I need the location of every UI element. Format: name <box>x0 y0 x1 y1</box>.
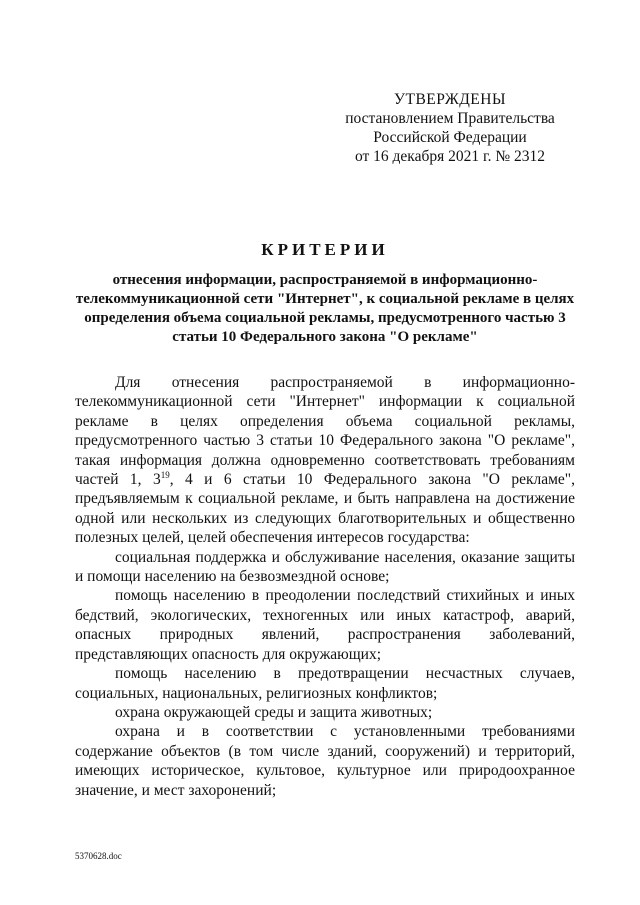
document-body <box>75 373 575 800</box>
intro-text-a: Для отнесения распространяемой в информационно-телекоммуникационной сети "Интернет" информации к социальной рекламе в целях определения объема социальной рекламы, предусмотренного частью 3 статьи 10 Федерального закона "О рекламе", такая информация должна одновременно соответствовать требованиям частей 1, 3 <box>75 374 575 489</box>
list-item: социальная поддержка и обслуживание населения, оказание защиты и помощи населению на безвозмездной основе; <box>75 548 575 586</box>
list-item: помощь населению в предотвращении несчастных случаев, социальных, национальных, религиозных конфликтов; <box>75 665 575 702</box>
intro-text-b: , 4 и 6 статьи 10 Федерального закона "О рекламе", предъявляемым к социальной рекламе, и быть направлена на достижение одной или нескольких из следующих благотворительных и общественно полезных целей, целей обеспечения интересов государства: <box>75 471 575 547</box>
approval-line-2: Российской Федерации <box>373 129 527 146</box>
document-title-block <box>75 240 575 347</box>
approval-line-3: от 16 декабря 2021 г. № 2312 <box>354 148 546 165</box>
intro-paragraph <box>75 373 575 548</box>
document-heading: КРИТЕРИИ <box>261 240 389 259</box>
approval-heading: УТВЕРЖДЕНЫ <box>394 91 506 108</box>
footer-filename: 5370628.doc <box>75 851 122 861</box>
approval-line-1: постановлением Правительства <box>345 110 555 127</box>
intro-superscript: 19 <box>160 469 170 480</box>
list-item: охрана окружающей среды и защита животных; <box>115 703 433 721</box>
approval-block <box>320 90 580 166</box>
document-subtitle: отнесения информации, распространяемой в информационно-телекоммуникационной сети "Интернет", к социальной рекламе в целях определения объема социальной рекламы, предусмотренного частью 3 статьи 10 Федерального закона "О рекламе" <box>75 272 575 345</box>
list-item: помощь населению в преодолении последствий стихийных и иных бедствий, экологических, техногенных или иных катастроф, аварий, опасных природных явлений, распространения заболеваний, представляющих опасность для окружающих; <box>75 587 575 663</box>
list-item: охрана и в соответствии с установленными требованиями содержание объектов (в том числе зданий, сооружений) и территорий, имеющих историческое, культовое, культурное или природоохранное значение, и мест захоронений; <box>75 723 575 799</box>
